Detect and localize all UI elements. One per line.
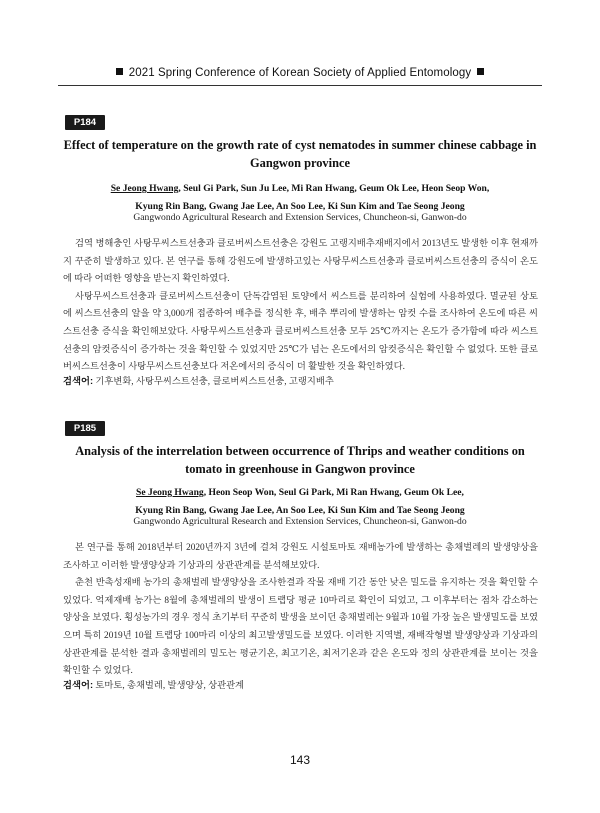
title-line: Analysis of the interrelation between occurrence of Thrips and weather conditions on (75, 444, 525, 458)
keywords (63, 677, 538, 695)
abstract-paragraph: 춘천 반촉성재배 농가의 총채벌레 발생양상을 조사한결과 작물 재배 기간 동안 낮은 밀도를 유지하는 것을 확인할 수 있었다. 억제재배 농가는 8월에 총채벌레의 발생이 트랩당 평균 10마리로 확인이 되었고, 그 이후부터는 점차 감소하는 양상을 보였다. 횡성농가의 경우 정식 초기부터 꾸준히 발생을 보이던 총채벌레는 9월과 10월 가장 높은 발생밀도를 보였으며 특히 2019년 10월 트랩당 100마리 이상의 최고발생밀도를 보였다. 이러한 지역별, 재배작형별 발생양상과 기상과의 상관관계를 분석한 결과 총채벌레의 밀도는 평균기온, 최고기온, 최저기온과 같은 온도와 정의 상관관계를 보이는 것을 확인할 수 있었다. (63, 578, 538, 677)
abstract-paragraph: 검역 병해충인 사탕무씨스트선충과 클로버씨스트선충은 강원도 고랭지배추재배지에서 2013년도 발생한 이후 현재까지 꾸준히 발생하고 있다. 본 연구를 통해 강원도에 발생하고있는 사탕무씨스트선충과 클로버씨스트선충의 증식이 온도에 따라 어떠한 영향을 받는지 확인하였다. (63, 239, 538, 285)
affiliation: Gangwondo Agricultural Research and Extension Services, Chuncheon-si, Ganwon-do (133, 212, 467, 223)
affiliation: Gangwondo Agricultural Research and Extension Services, Chuncheon-si, Ganwon-do (133, 516, 467, 527)
title-line: tomato in greenhouse in Gangwon province (185, 462, 415, 476)
co-authors: , Seul Gi Park, Sun Ju Lee, Mi Ran Hwang, Geum Ok Lee, Heon Seop Won, (178, 183, 490, 194)
abstract-title (60, 442, 540, 478)
co-authors: , Heon Seop Won, Seul Gi Park, Mi Ran Hwang, Geum Ok Lee, (203, 487, 464, 498)
title-line: Effect of temperature on the growth rate of cyst nematodes in summer chinese cabbage in (63, 138, 537, 152)
presenting-author: Se Jeong Hwang (110, 183, 179, 194)
abstract-id-badge: P185 (65, 421, 105, 436)
abstract-body (63, 236, 538, 377)
abstract-title (60, 136, 540, 172)
square-bullet-icon (116, 68, 123, 75)
page-number: 143 (289, 753, 311, 767)
abstract-id-badge: P184 (65, 115, 105, 130)
running-header (0, 67, 600, 79)
abstract-paragraph: 본 연구를 통해 2018년부터 2020년까지 3년에 걸쳐 강원도 시설토마토 재배농가에 발생하는 총채벌레의 발생양상을 조사하고 이러한 발생양상과 기상과의 상관관계를 분석해보았다. (63, 543, 538, 571)
presenting-author: Se Jeong Hwang (136, 487, 204, 498)
square-bullet-icon (477, 68, 484, 75)
keywords-label: 검색어: (63, 376, 94, 386)
co-authors: Kyung Rin Bang, Gwang Jae Lee, An Soo Lee, Ki Sun Kim and Tae Seong Jeong (135, 201, 465, 212)
abstract-paragraph: 사탕무씨스트선충과 클로버씨스트선충이 단독감염된 토양에서 씨스트를 분리하여 실험에 사용하였다. 멸균된 상토에 씨스트선충의 알을 약 3,000개 접종하여 배추를 정식한 후, 배추 뿌리에 발생하는 암컷 수를 조사하여 온도에 따른 씨스트선충 증식을 확인해보았다. 사탕무씨스트선충과 클로버씨스트선충 모두 25℃까지는 온도가 증가함에 따라 씨스트선충의 암컷증식이 증가하는 것을 확인할 수 있었지만 25℃가 넘는 온도에서의 암컷증식은 확인할 수 없었다. 또한 클로버씨스트선충이 사탕무씨스트선충보다 저온에서의 증식이 더 활발한 것을 확인하였다. (63, 291, 538, 373)
abstract-body (63, 540, 538, 681)
keywords-label: 검색어: (63, 680, 94, 690)
keywords (63, 373, 538, 391)
header-rule (58, 85, 542, 86)
keywords-text: 기후변화, 사탕무씨스트선충, 클로버씨스트선충, 고랭지배추 (95, 377, 334, 387)
keywords-text: 토마토, 총채벌레, 발생양상, 상관관계 (95, 681, 245, 691)
co-authors: Kyung Rin Bang, Gwang Jae Lee, An Soo Lee, Ki Sun Kim and Tae Seong Jeong (135, 505, 465, 516)
title-line: Gangwon province (250, 156, 350, 170)
running-header-text: 2021 Spring Conference of Korean Society of Applied Entomology (128, 67, 472, 79)
